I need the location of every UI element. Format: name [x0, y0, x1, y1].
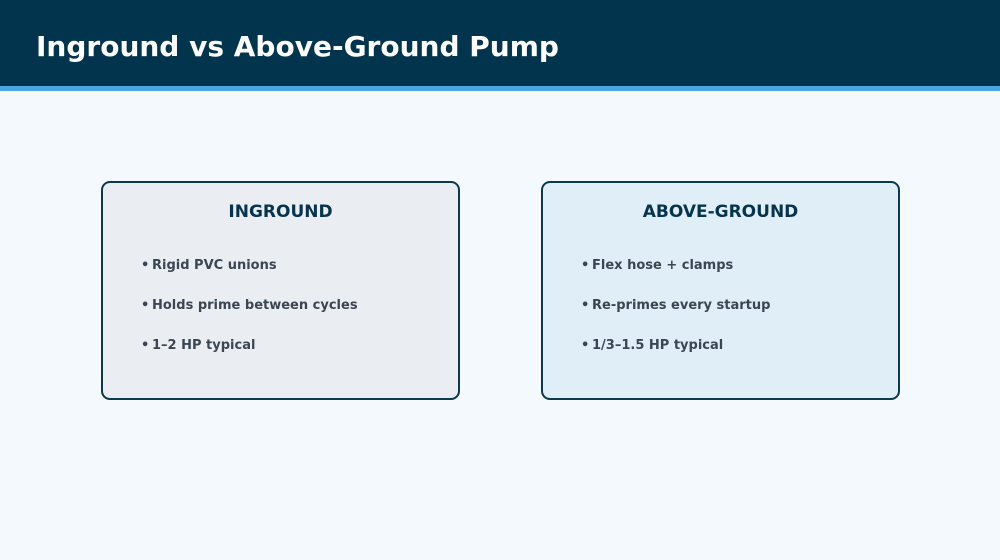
bullet-icon: •: [581, 258, 590, 273]
above-ground-feature-item: [580, 258, 770, 298]
above-ground-feature-item: [580, 338, 770, 378]
inground-card: [101, 181, 460, 400]
inground-feature-text: Holds prime between cycles: [152, 298, 358, 313]
above-ground-feature-text: 1/3–1.5 HP typical: [592, 338, 724, 353]
header-accent-rule: [0, 86, 1000, 91]
bullet-icon: •: [141, 338, 150, 353]
inground-feature-item: [140, 338, 358, 378]
bullet-icon: •: [581, 298, 590, 313]
inground-feature-item: [140, 258, 358, 298]
inground-feature-text: Rigid PVC unions: [152, 258, 277, 273]
bullet-icon: •: [581, 338, 590, 353]
title-bar: [0, 0, 1000, 86]
above-ground-feature-item: [580, 298, 770, 338]
above-ground-feature-text: Flex hose + clamps: [592, 258, 734, 273]
bullet-icon: •: [141, 298, 150, 313]
inground-feature-item: [140, 298, 358, 338]
above-ground-feature-list: [580, 258, 770, 378]
inground-feature-text: 1–2 HP typical: [152, 338, 256, 353]
page-title: Inground vs Above-Ground Pump: [36, 30, 559, 63]
above-ground-feature-text: Re-primes every startup: [592, 298, 771, 313]
above-ground-card-heading: ABOVE-GROUND: [642, 202, 799, 222]
inground-card-heading: INGROUND: [228, 202, 333, 222]
inground-feature-list: [140, 258, 358, 378]
above-ground-card: [541, 181, 900, 400]
bullet-icon: •: [141, 258, 150, 273]
